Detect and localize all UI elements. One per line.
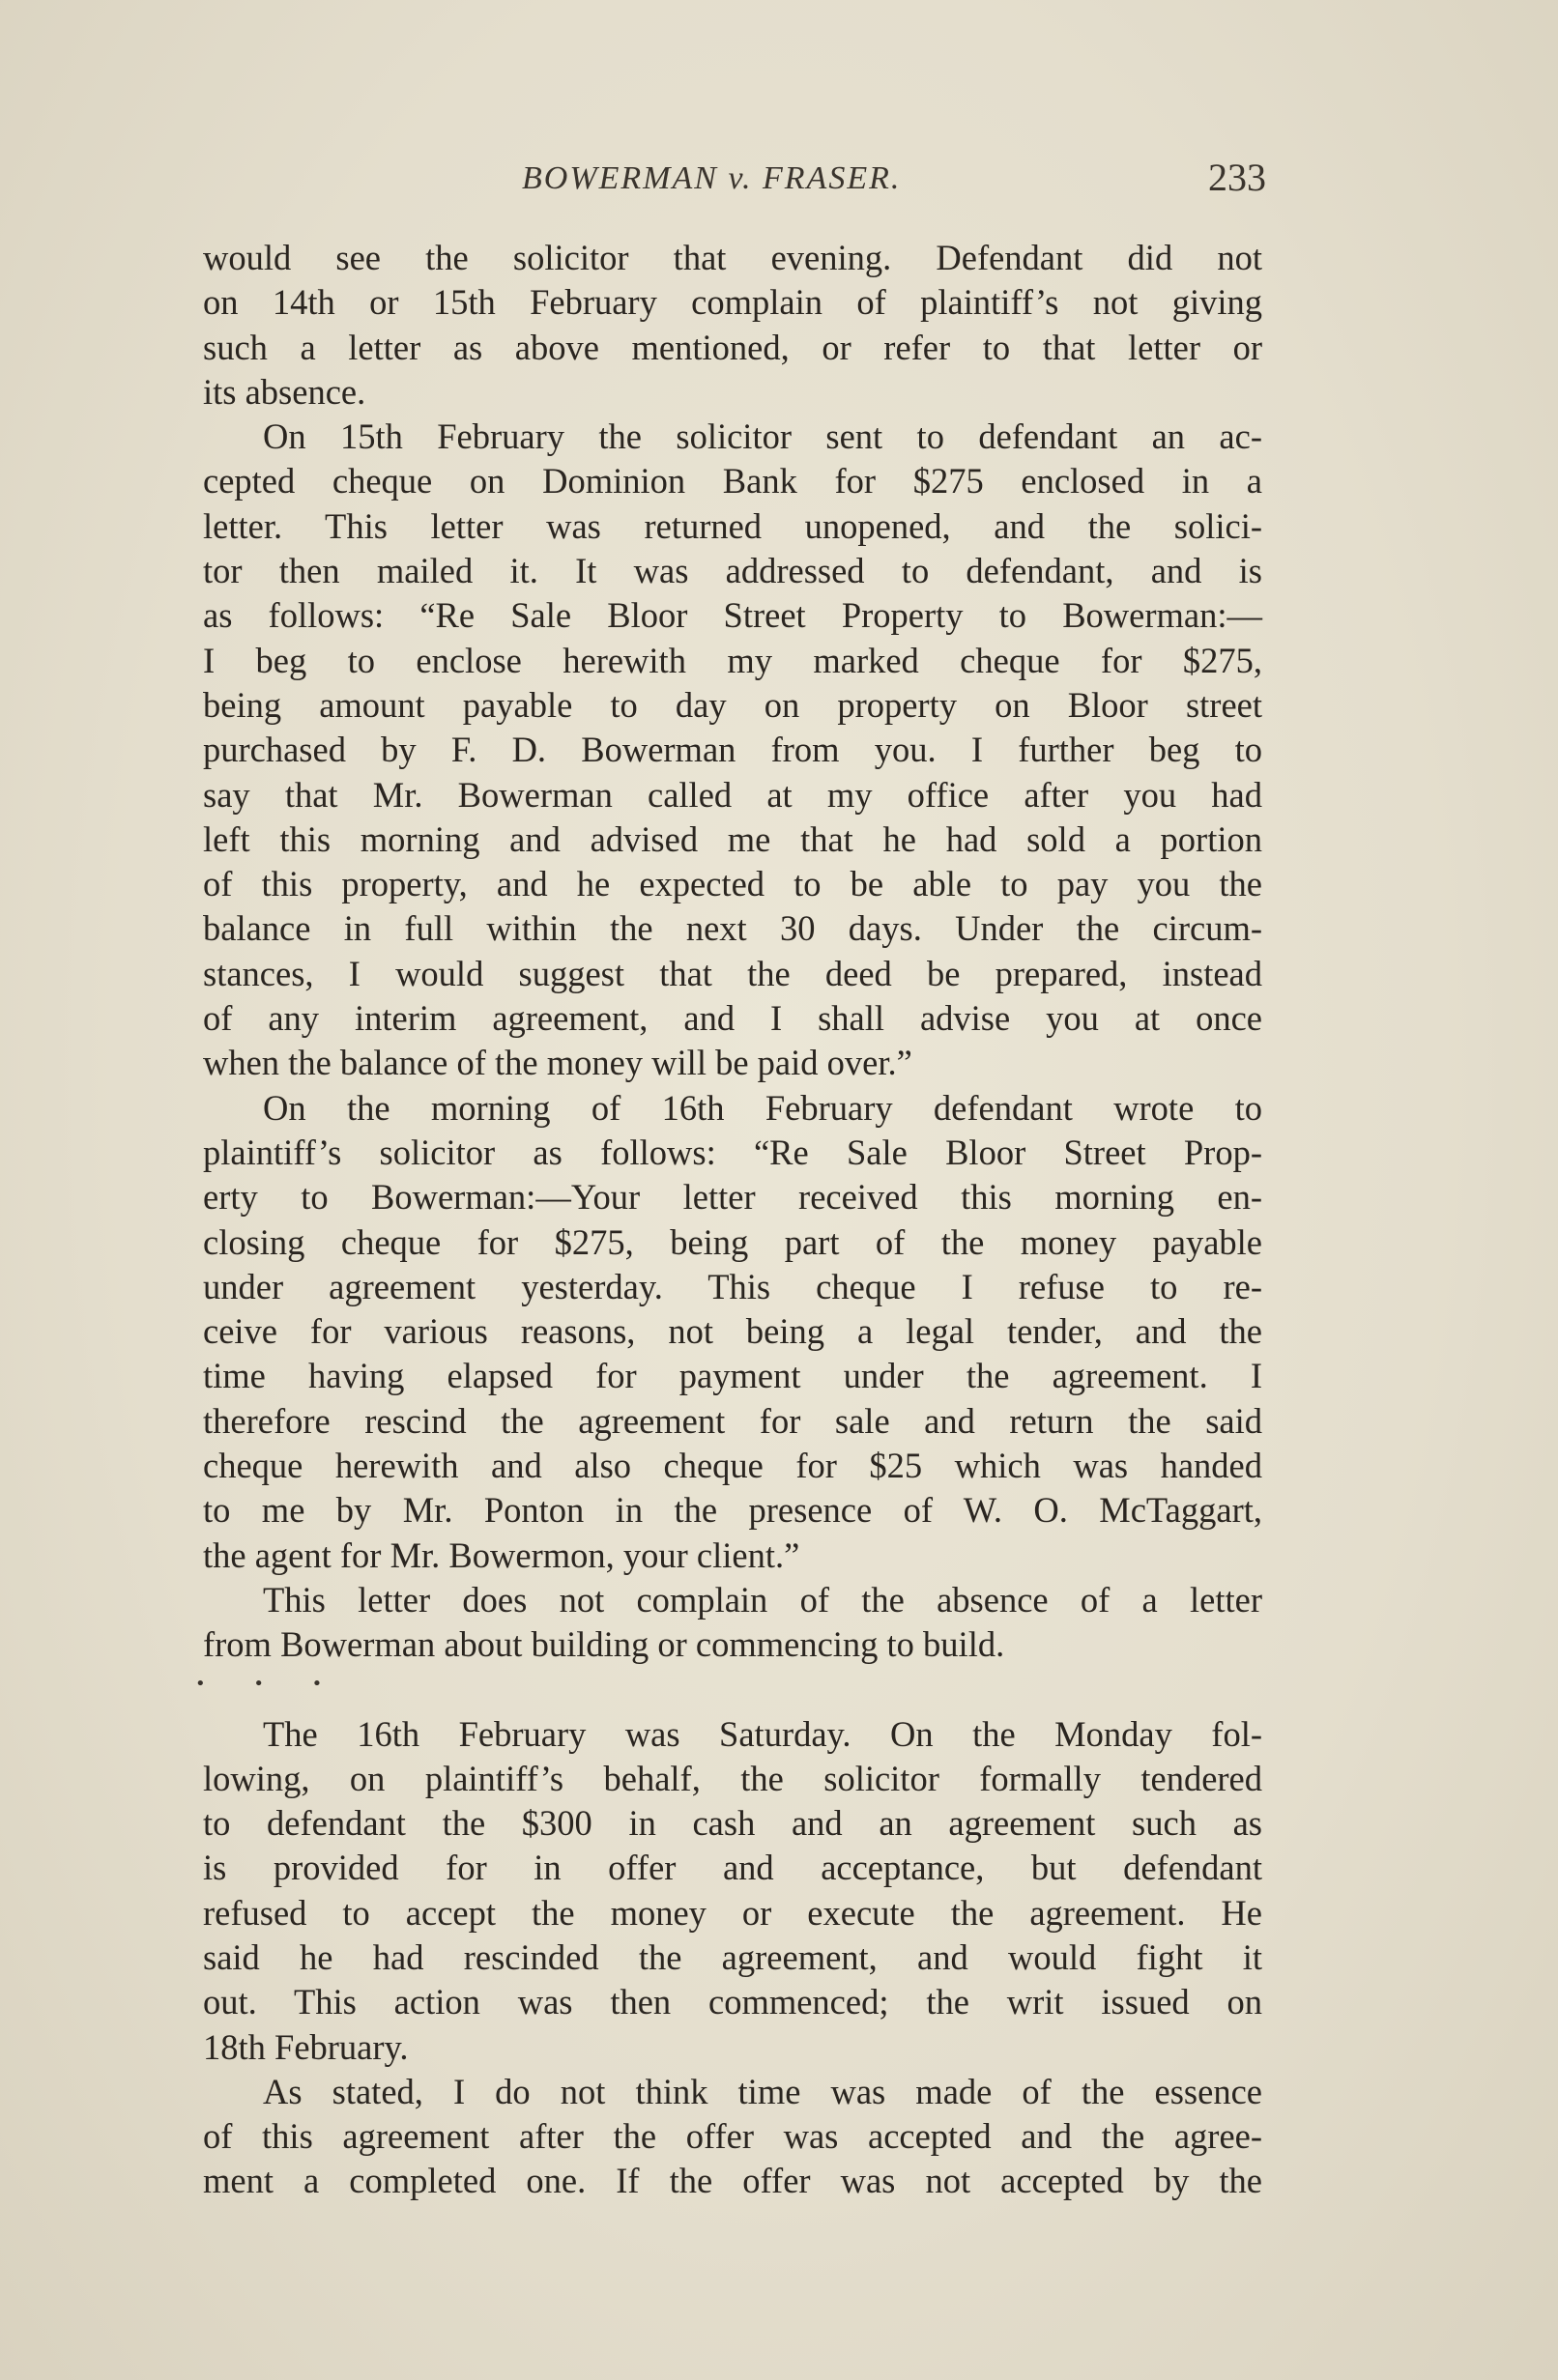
text-line: such a letter as above mentioned, or refer to that letter or	[203, 327, 1262, 367]
text-line: to me by Mr. Ponton in the presence of W. O. McTaggart,	[203, 1490, 1262, 1531]
text-line: refused to accept the money or execute the agreement. He	[203, 1892, 1262, 1933]
text-line: said he had rescinded the agreement, and would fight it	[203, 1936, 1262, 1977]
text-line: ment a completed one. If the offer was not accepted by the	[203, 2161, 1262, 2201]
paragraph-start-line: On 15th February the solicitor sent to defendant an ac-	[263, 416, 1262, 457]
text-line: letter. This letter was returned unopened, and the solici-	[203, 505, 1262, 546]
text-line: I beg to enclose herewith my marked cheque for $275,	[203, 640, 1262, 680]
body-text	[195, 236, 1262, 2204]
page-header	[203, 156, 1266, 209]
paragraph-start-line: On the morning of 16th February defendant wrote to	[263, 1087, 1262, 1128]
text-line: out. This action was then commenced; the writ issued on	[203, 1982, 1262, 2022]
text-line: say that Mr. Bowerman called at my office after you had	[203, 774, 1262, 815]
text-line: is provided for in offer and acceptance, but defendant	[203, 1848, 1262, 1888]
text-line: therefore rescind the agreement for sale and return the said	[203, 1400, 1262, 1441]
text-line: from Bowerman about building or commencing to build.	[203, 1624, 1005, 1665]
text-line: balance in full within the next 30 days. Under the circum-	[203, 908, 1262, 949]
text-line: as follows: “Re Sale Bloor Street Property to Bowerman:—	[203, 595, 1262, 636]
text-line: purchased by F. D. Bowerman from you. I further beg to	[203, 730, 1262, 770]
paragraph-start-line: As stated, I do not think time was made of the essence	[263, 2071, 1262, 2111]
text-line: tor then mailed it. It was addressed to defendant, and is	[203, 551, 1262, 591]
text-line: on 14th or 15th February complain of plaintiff’s not giving	[203, 282, 1262, 323]
text-line: when the balance of the money will be paid over.”	[203, 1043, 912, 1083]
text-line: to defendant the $300 in cash and an agreement such as	[203, 1803, 1262, 1844]
text-line: time having elapsed for payment under the agreement. I	[203, 1356, 1262, 1396]
text-line: under agreement yesterday. This cheque I refuse to re-	[203, 1266, 1262, 1306]
text-line: lowing, on plaintiff’s behalf, the solicitor formally tendered	[203, 1758, 1262, 1798]
paragraph-start-line: The 16th February was Saturday. On the Monday fol-	[263, 1713, 1262, 1754]
paragraph-start-line: This letter does not complain of the absence of a letter	[263, 1579, 1262, 1620]
text-line: plaintiff’s solicitor as follows: “Re Sale Bloor Street Prop-	[203, 1132, 1262, 1172]
text-line: stances, I would suggest that the deed be prepared, instead	[203, 953, 1262, 993]
text-line: erty to Bowerman:—Your letter received this morning en-	[203, 1177, 1262, 1218]
text-line: cepted cheque on Dominion Bank for $275 enclosed in a	[203, 461, 1262, 502]
text-line: 18th February.	[203, 2026, 409, 2067]
text-line: cheque herewith and also cheque for $25 which was handed	[203, 1446, 1262, 1486]
text-line: of this property, and he expected to be able to pay you the	[203, 864, 1262, 904]
ellipsis-gap	[195, 1668, 1262, 1712]
text-line: being amount payable to day on property on Bloor street	[203, 684, 1262, 725]
text-line: the agent for Mr. Bowermon, your client.”	[203, 1534, 800, 1575]
text-line: its absence.	[203, 371, 366, 412]
text-line: of any interim agreement, and I shall advise you at once	[203, 998, 1262, 1039]
page-number: 233	[1208, 156, 1266, 199]
text-line: left this morning and advised me that he had sold a portion	[203, 818, 1262, 859]
omission-dots: • • •	[195, 1673, 344, 1694]
text-line: of this agreement after the offer was accepted and the agree-	[203, 2116, 1262, 2157]
text-line: closing cheque for $275, being part of the money payable	[203, 1221, 1262, 1262]
running-head: BOWERMAN v. FRASER.	[522, 160, 902, 196]
text-line: ceive for various reasons, not being a legal tender, and the	[203, 1311, 1262, 1352]
text-line: would see the solicitor that evening. Defendant did not	[203, 238, 1262, 277]
